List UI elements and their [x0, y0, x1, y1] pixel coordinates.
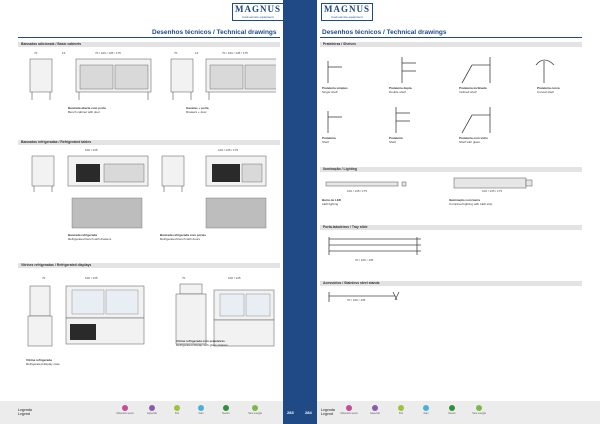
- dim-label: 70: [34, 51, 38, 55]
- legend-dot-icon: [449, 405, 455, 411]
- legend-item: [113, 405, 137, 415]
- caption-pt: Prateleira: [322, 136, 336, 140]
- caption-en: Drawers + door: [186, 110, 207, 114]
- caption-en: Refrigerated display with glass shelves: [176, 343, 228, 347]
- drawing-tray-slide: [325, 235, 425, 257]
- caption-pt: Iluminação com barra: [449, 198, 481, 202]
- caption: [176, 339, 228, 347]
- legend-footer: [317, 401, 600, 424]
- caption-en: Refrigerated bench with drawers: [68, 237, 112, 241]
- legend-footer: [0, 401, 283, 424]
- legend-item: [243, 405, 267, 415]
- legend-dot-icon: [122, 405, 128, 411]
- caption: [186, 106, 209, 114]
- dim-label: 100 / 135 / 175: [218, 148, 239, 152]
- dim-label: 100 / 135: [85, 276, 98, 280]
- caption: [26, 358, 60, 366]
- legend-item: [467, 405, 491, 415]
- caption-en: Double shelf: [389, 90, 406, 94]
- title-rule: [320, 37, 582, 38]
- caption: [68, 233, 111, 241]
- caption-en: Refrigerated display case: [26, 362, 60, 366]
- legend-dot-icon: [174, 405, 180, 411]
- caption-pt: Prateleira curva: [537, 86, 560, 90]
- legend-item: [414, 405, 438, 415]
- legend-label: Neutro: [448, 412, 456, 415]
- caption-pt: Vitrine refrigerada com prateleiras: [176, 339, 225, 343]
- dim-label: 70 / 100 / 135: [347, 298, 366, 302]
- legend-label: Neutro: [222, 412, 230, 415]
- caption-pt: Prateleira simples: [322, 86, 348, 90]
- caption-pt: Prateleira com vidro: [459, 136, 488, 140]
- page-number-right: 284: [305, 410, 312, 415]
- legend-label: Frio: [174, 412, 180, 415]
- caption-en: Shelf: [389, 140, 396, 144]
- page-title: Desenhos técnicos / Technical drawings: [152, 29, 277, 36]
- caption-en: Bench cabinet with door: [68, 110, 101, 114]
- caption-en: LED lighting: [322, 202, 339, 206]
- dim-label: 100 / 135: [85, 148, 98, 152]
- caption: [449, 198, 492, 206]
- legend-title-pt: Legenda: [18, 408, 32, 412]
- legend-dot-icon: [423, 405, 429, 411]
- legend-dot-icon: [398, 405, 404, 411]
- legend-title: [18, 408, 32, 416]
- dim-label: 70: [174, 51, 178, 55]
- caption: [459, 86, 487, 94]
- caption: [389, 86, 412, 94]
- legend-dot-icon: [252, 405, 258, 411]
- dim-label: 100 / 135 / 175: [347, 189, 368, 193]
- legend-label: Alimentos secos: [116, 412, 134, 415]
- legend-item: [389, 405, 413, 415]
- section-heading: Bancadas adicionais / Basic cabinets: [18, 42, 280, 47]
- caption-pt: Prateleira dupla: [389, 86, 412, 90]
- legend-label: Aquecido: [370, 412, 380, 415]
- caption: [322, 198, 341, 206]
- caption-pt: Bancada aberta com porta: [68, 106, 106, 110]
- dim-label: 70 / 100 / 135 / 175: [222, 51, 248, 55]
- dim-label: 12: [195, 51, 199, 55]
- brand-logo: [321, 3, 373, 21]
- caption-en: Shelf: [322, 140, 329, 144]
- legend-item: [140, 405, 164, 415]
- caption-pt: Prateleira: [389, 136, 403, 140]
- legend-title: [321, 408, 335, 416]
- section-heading: Acessórios / Stainless steel stands: [320, 281, 582, 286]
- caption-en: Refrigerated bench with doors: [160, 237, 201, 241]
- caption: [322, 86, 348, 94]
- drawing-displays: [26, 280, 276, 355]
- brand-tagline: food-service equipment: [331, 15, 363, 19]
- drawing-refrigerated-tables: [26, 152, 276, 230]
- legend-label: Aquecido: [147, 412, 157, 415]
- legend-dot-icon: [223, 405, 229, 411]
- drawing-lighting: [322, 176, 582, 196]
- section-heading: Bancadas refrigeradas / Refrigerated tables: [18, 140, 280, 145]
- dim-label: 100 / 135: [228, 276, 241, 280]
- caption-pt: Bancada refrigerada com portas: [160, 233, 207, 237]
- caption-en: Shelf with glass: [459, 140, 480, 144]
- caption-pt: Bancada refrigerada: [68, 233, 98, 237]
- right-page: [317, 0, 600, 424]
- dim-label: 100 / 135 / 175: [482, 189, 503, 193]
- brand-logo: [232, 3, 283, 21]
- legend-label: Gelo: [423, 412, 429, 415]
- legend-item: [214, 405, 238, 415]
- caption-en: Combined lighting with LED strip: [449, 202, 493, 206]
- caption-pt: Prateleira inclinada: [459, 86, 487, 90]
- legend-title-en: Legend: [18, 412, 31, 416]
- caption: [68, 106, 106, 114]
- dim-label: 70 / 100 / 135 / 175: [95, 51, 121, 55]
- caption-en: Inclined shelf: [459, 90, 477, 94]
- legend-dot-icon: [149, 405, 155, 411]
- legend-item: [189, 405, 213, 415]
- section-heading: Iluminação / Lighting: [320, 167, 582, 172]
- section-heading: Vitrines refrigeradas / Refrigerated displays: [18, 263, 280, 268]
- legend-title-pt: Legenda: [321, 408, 335, 412]
- legend-item: [440, 405, 464, 415]
- section-heading: Porta-tabuleiros / Tray slide: [320, 225, 582, 230]
- legend-item: [165, 405, 189, 415]
- caption-pt: Gavetas + porta: [186, 106, 209, 110]
- legend-dot-icon: [346, 405, 352, 411]
- legend-dot-icon: [198, 405, 204, 411]
- legend-dot-icon: [372, 405, 378, 411]
- legend-item: [337, 405, 361, 415]
- brand-name: MAGNUS: [324, 4, 370, 14]
- page-number-left: 283: [287, 410, 294, 415]
- caption-en: Curved shelf: [537, 90, 554, 94]
- caption-pt: Vitrine refrigerada: [26, 358, 52, 362]
- drawing-shelves: [322, 55, 577, 135]
- caption: [459, 136, 488, 144]
- section-heading: Prateleiras / Shelves: [320, 42, 582, 47]
- left-page: [0, 0, 283, 424]
- caption-pt: Barra de LED: [322, 198, 342, 202]
- dim-label: 70: [182, 276, 186, 280]
- legend-dot-icon: [476, 405, 482, 411]
- dim-label: 70: [42, 276, 46, 280]
- page-title: Desenhos técnicos / Technical drawings: [322, 29, 447, 36]
- brand-name: MAGNUS: [235, 4, 281, 14]
- drawing-cabinet-side: [26, 55, 276, 103]
- legend-label: Sem energia: [472, 412, 486, 415]
- legend-item: [363, 405, 387, 415]
- title-rule: [18, 37, 280, 38]
- legend-title-en: Legend: [321, 412, 334, 416]
- brand-tagline: food-service equipment: [242, 15, 274, 19]
- legend-label: Alimentos secos: [340, 412, 358, 415]
- dim-label: 12: [62, 51, 66, 55]
- legend-label: Sem energia: [248, 412, 262, 415]
- caption: [160, 233, 206, 241]
- dim-label: 70 / 100 / 135: [355, 258, 374, 262]
- caption: [322, 136, 336, 144]
- binding-spine: [283, 0, 317, 424]
- legend-label: Gelo: [198, 412, 204, 415]
- caption: [389, 136, 403, 144]
- caption: [537, 86, 560, 94]
- legend-label: Frio: [398, 412, 404, 415]
- caption-en: Single shelf: [322, 90, 338, 94]
